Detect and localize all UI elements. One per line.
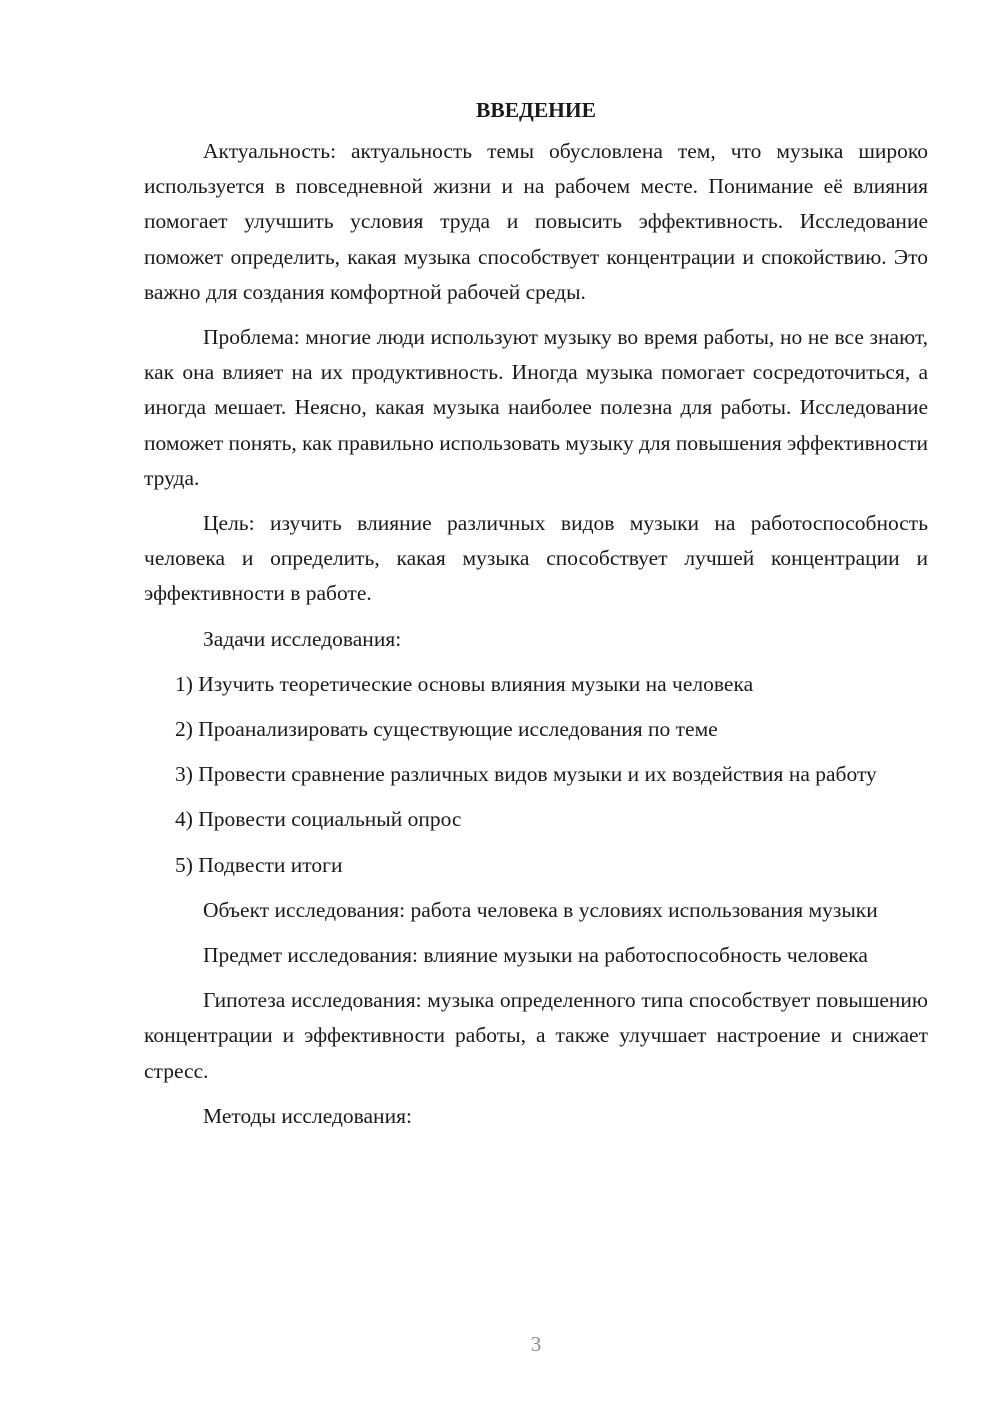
methods-heading: Методы исследования: [203, 1103, 412, 1128]
task-item: 5) Подвести итоги [175, 852, 343, 877]
subject-paragraph: Предмет исследования: влияние музыки на работоспособность человека [203, 943, 868, 968]
goal-paragraph: Цель: изучить влияние различных видов музыки на работоспособность человека и определить, какая музыка способствует лучшей концентрации и эффективности в работе. [144, 511, 928, 606]
tasks-list [144, 667, 928, 883]
tasks-heading: Задачи исследования: [203, 626, 402, 651]
page-number: 3 [530, 1332, 542, 1356]
task-item: 1) Изучить теоретические основы влияния музыки на человека [175, 671, 754, 696]
object-paragraph: Объект исследования: работа человека в условиях использования музыки [203, 897, 878, 922]
hypothesis-paragraph: Гипотеза исследования: музыка определенного типа способствует повышению концентрации и эффективности работы, а также улучшает настроение и снижает стресс. [144, 988, 928, 1083]
problem-paragraph: Проблема: многие люди используют музыку во время работы, но не все знают, как она влияет на их продуктивность. Иногда музыка помогает сосредоточиться, а иногда мешает. Неясно, какая музыка наиболее полезна для работы. Исследование поможет понять, как правильно использовать музыку для повышения эффективности труда. [144, 325, 928, 490]
document-page [144, 93, 928, 1144]
relevance-paragraph: Актуальность: актуальность темы обусловлена тем, что музыка широко используется в повседневной жизни и на рабочем месте. Понимание её влияния помогает улучшить условия труда и повысить эффективность. Исследование поможет определить, какая музыка способствует концентрации и спокойствию. Это важно для создания комфортной рабочей среды. [144, 139, 928, 304]
task-item: 3) Провести сравнение различных видов музыки и их воздействия на работу [175, 762, 877, 787]
document-title: ВВЕДЕНИЕ [476, 98, 596, 122]
task-item: 4) Провести социальный опрос [175, 807, 462, 832]
task-item: 2) Проанализировать существующие исследования по теме [175, 717, 718, 742]
